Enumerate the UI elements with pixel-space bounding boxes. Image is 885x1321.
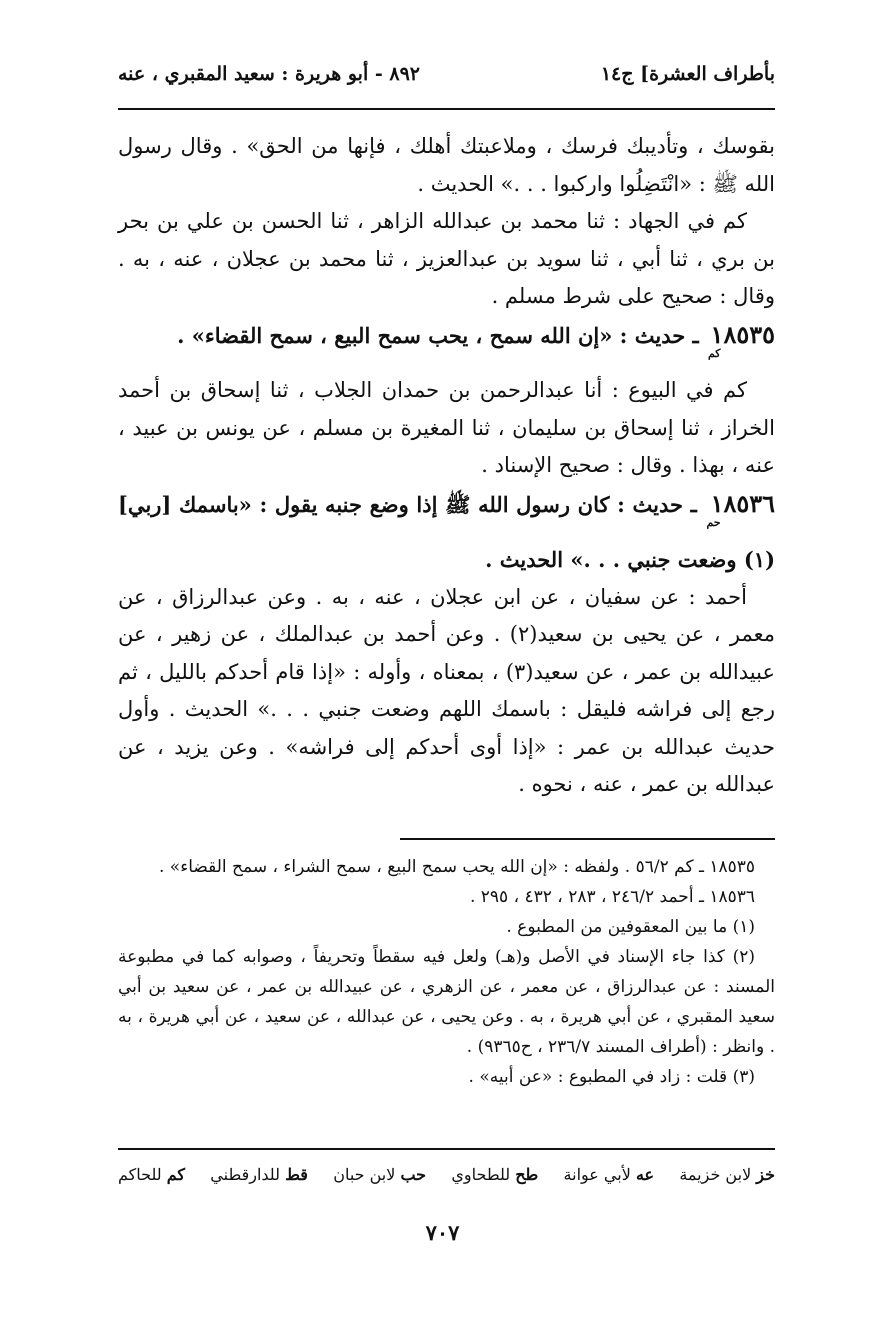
hadith-tag: حم	[706, 515, 721, 529]
footnote: ١٨٥٣٦ ـ أحمد ٢٤٦/٢ ، ٢٨٣ ، ٤٣٢ ، ٢٩٥ .	[469, 887, 755, 907]
header-chapter-title: ٨٩٢ - أبو هريرة : سعيد المقبري ، عنه	[118, 63, 420, 85]
hadith-18536	[118, 485, 775, 579]
legend-item	[451, 1165, 538, 1184]
paragraph-source: أحمد : عن سفيان ، عن ابن عجلان ، عنه ، به . وعن عبدالرزاق ، عن معمر ، عن يحيى بن سعيد(٢) . وعن أحمد بن عبدالملك ، عن زهير ، عن عبيدالله بن عمر ، عن سعيد(٣) ، بمعناه ، وأوله : «إذا قام أحدكم بالليل ، ثم رجع إلى فراشه فليقل : باسمك اللهم وضعت جنبي . . .» الحديث . وأول حديث عبدالله بن عمر : «إذا أوى أحدكم إلى فراشه» . وعن يزيد ، عن عبدالله بن عمر ، عنه ، نحوه .	[118, 584, 775, 796]
legend-rule	[118, 1148, 775, 1150]
hadith-number: ١٨٥٣٦	[710, 488, 776, 518]
legend-item	[210, 1165, 308, 1184]
paragraph-continuation: بقوسك ، وتأديبك فرسك ، وملاعبتك أهلك ، فإنها من الحق» . وقال رسول الله ﷺ : «انْتَضِلُوا واركبوا . . .» الحديث .	[118, 134, 775, 196]
paragraph-source: كم في الجهاد : ثنا محمد بن عبدالله الزاهر ، ثنا الحسن بن علي بن بحر بن بري ، ثنا أبي ، ثنا سويد بن عبدالعزيز ، ثنا محمد بن عجلان ، عنه ، به . وقال : صحيح على شرط مسلم .	[118, 209, 775, 308]
footnote: (١) ما بين المعقوفين من المطبوع .	[506, 917, 755, 937]
footnote: (٣) قلت : زاد في المطبوع : «عن أبيه» .	[468, 1067, 755, 1087]
legend-abbr: خز	[756, 1164, 775, 1184]
legend-name: للحاكم	[118, 1164, 162, 1184]
legend-abbr: طح	[515, 1164, 539, 1184]
legend-item	[118, 1165, 185, 1184]
running-header	[118, 56, 775, 92]
hadith-text: ـ حديث : «إن الله سمح ، يحب سمح البيع ، سمح القضاء» .	[177, 322, 699, 348]
paragraph-source: كم في البيوع : أنا عبدالرحمن بن حمدان الجلاب ، ثنا إسحاق بن أحمد الخراز ، ثنا إسحاق بن سليمان ، ثنا المغيرة بن مسلم ، عن يونس بن عبيد ، عنه ، بهذا . وقال : صحيح الإسناد .	[118, 378, 775, 477]
footnote: (٢) كذا جاء الإسناد في الأصل و(هـ) ولعل فيه سقطاً وتحريفاً ، وصوابه كما في مطبوعة المسند : عن عبدالرزاق ، عن معمر ، عن الزهري ، عن عبيدالله بن عمر ، عن سعيد بن أبي سعيد المقبري ، عن أبي هريرة ، به . وعن يحيى ، عن عبدالله ، عن سعيد ، عن أبي هريرة ، به . وانظر : (أطراف المسند ٢٣٦/٧ ، ح٩٣٦٥) .	[118, 947, 775, 1057]
legend-name: للطحاوي	[451, 1164, 511, 1184]
hadith-text: ـ حديث : كان رسول الله ﷺ إذا وضع جنبه يقول : «باسمك [ربي](١) وضعت جنبي . . .» الحديث .	[118, 491, 775, 572]
legend-item	[333, 1165, 426, 1184]
legend-item	[564, 1165, 655, 1184]
footnote: ١٨٥٣٥ ـ كم ٥٦/٢ . ولفظه : «إن الله يحب سمح البيع ، سمح الشراء ، سمح القضاء» .	[159, 857, 755, 877]
legend-abbr: قط	[285, 1164, 308, 1184]
legend-name: للدارقطني	[210, 1164, 280, 1184]
legend-abbr: كم	[166, 1164, 185, 1184]
main-text	[118, 128, 775, 804]
hadith-tag: كم	[707, 346, 721, 360]
legend-abbr: عه	[635, 1164, 655, 1184]
legend-name: لابن خزيمة	[679, 1164, 752, 1184]
hadith-number: ١٨٥٣٥	[710, 319, 775, 349]
page-number: ٧٠٧	[425, 1220, 460, 1245]
legend-name: لأبي عوانة	[563, 1164, 631, 1184]
footnotes	[118, 852, 775, 1092]
header-rule	[118, 108, 775, 110]
header-book-title: بأطراف العشرة] ج١٤	[600, 63, 775, 85]
footnote-rule	[400, 838, 775, 840]
abbreviation-legend	[118, 1160, 775, 1188]
legend-name: لابن حبان	[333, 1164, 396, 1184]
legend-item	[679, 1165, 775, 1184]
hadith-18535	[118, 316, 775, 373]
legend-abbr: حب	[400, 1164, 427, 1184]
